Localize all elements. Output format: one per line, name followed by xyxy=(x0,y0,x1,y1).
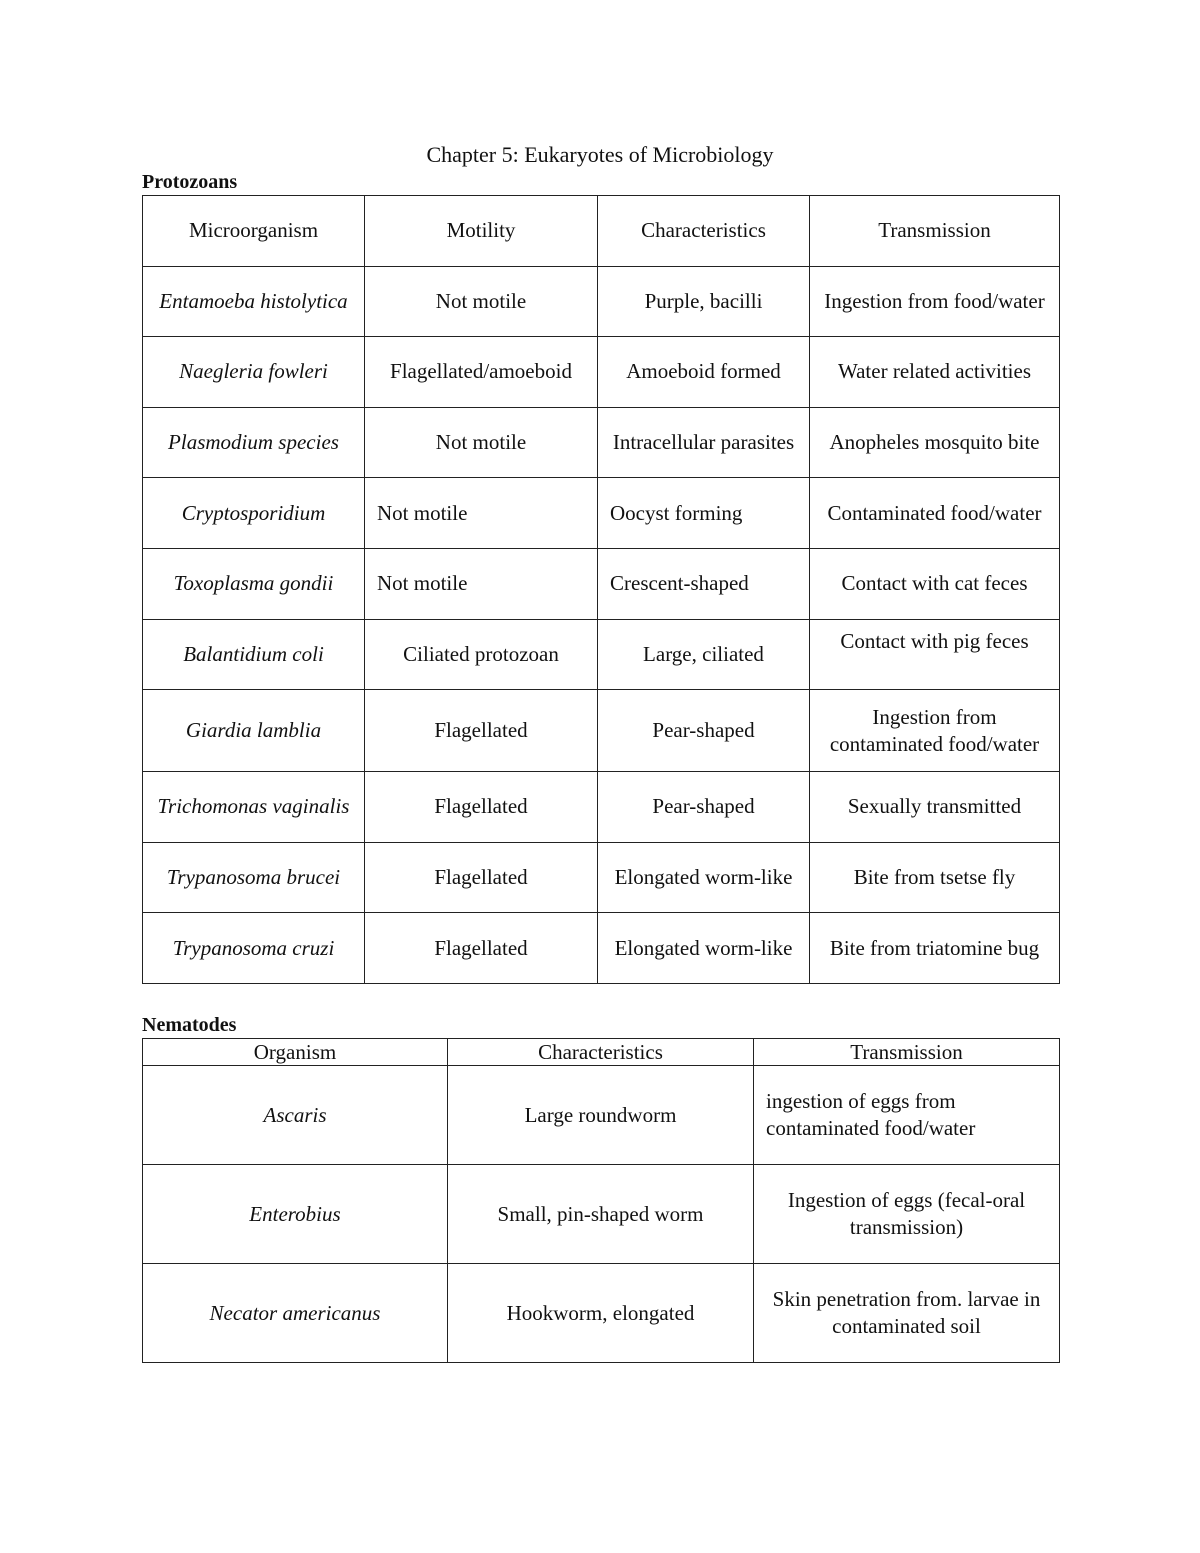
protozoans-table xyxy=(142,195,1060,984)
header-cell: Organism xyxy=(143,1039,448,1066)
characteristics-cell: Hookworm, elongated xyxy=(448,1264,754,1363)
table-header-row xyxy=(143,196,1060,267)
organism-cell: Trypanosoma brucei xyxy=(143,842,365,913)
transmission-cell: Bite from tsetse fly xyxy=(810,842,1060,913)
organism-cell: Naegleria fowleri xyxy=(143,337,365,408)
table-row xyxy=(143,266,1060,337)
motility-cell: Ciliated protozoan xyxy=(365,619,598,690)
organism-cell: Trypanosoma cruzi xyxy=(143,913,365,984)
table-row xyxy=(143,1264,1060,1363)
organism-cell: Giardia lamblia xyxy=(143,690,365,772)
header-cell: Characteristics xyxy=(598,196,810,267)
motility-cell: Not motile xyxy=(365,478,598,549)
transmission-cell: Ingestion from food/water xyxy=(810,266,1060,337)
table-row xyxy=(143,407,1060,478)
motility-cell: Flagellated xyxy=(365,842,598,913)
organism-cell: Cryptosporidium xyxy=(143,478,365,549)
transmission-cell: Contact with pig feces xyxy=(810,619,1060,690)
characteristics-cell: Elongated worm-like xyxy=(598,913,810,984)
characteristics-cell: Amoeboid formed xyxy=(598,337,810,408)
motility-cell: Not motile xyxy=(365,266,598,337)
transmission-cell: Contaminated food/water xyxy=(810,478,1060,549)
characteristics-cell: Intracellular parasites xyxy=(598,407,810,478)
characteristics-cell: Small, pin-shaped worm xyxy=(448,1165,754,1264)
header-cell: Transmission xyxy=(754,1039,1060,1066)
transmission-cell: ingestion of eggs from contaminated food/water xyxy=(754,1066,1060,1165)
transmission-cell: Contact with cat feces xyxy=(810,548,1060,619)
motility-cell: Not motile xyxy=(365,407,598,478)
motility-cell: Flagellated/amoeboid xyxy=(365,337,598,408)
organism-cell: Enterobius xyxy=(143,1165,448,1264)
header-cell: Transmission xyxy=(810,196,1060,267)
organism-cell: Entamoeba histolytica xyxy=(143,266,365,337)
transmission-cell: Sexually transmitted xyxy=(810,772,1060,843)
table-row xyxy=(143,478,1060,549)
transmission-cell: Ingestion of eggs (fecal-oral transmission) xyxy=(754,1165,1060,1264)
transmission-cell: Skin penetration from. larvae in contaminated soil xyxy=(754,1264,1060,1363)
characteristics-cell: Large roundworm xyxy=(448,1066,754,1165)
characteristics-cell: Large, ciliated xyxy=(598,619,810,690)
characteristics-cell: Crescent-shaped xyxy=(598,548,810,619)
motility-cell: Not motile xyxy=(365,548,598,619)
motility-cell: Flagellated xyxy=(365,913,598,984)
protozoans-heading: Protozoans xyxy=(142,171,238,193)
transmission-cell: Bite from triatomine bug xyxy=(810,913,1060,984)
table-row xyxy=(143,337,1060,408)
transmission-cell: Anopheles mosquito bite xyxy=(810,407,1060,478)
document-title: Chapter 5: Eukaryotes of Microbiology xyxy=(426,142,774,167)
transmission-cell: Ingestion from contaminated food/water xyxy=(810,690,1060,772)
header-cell: Characteristics xyxy=(448,1039,754,1066)
table-header-row xyxy=(143,1039,1060,1066)
table-row xyxy=(143,690,1060,772)
table-row xyxy=(143,772,1060,843)
organism-cell: Ascaris xyxy=(143,1066,448,1165)
characteristics-cell: Oocyst forming xyxy=(598,478,810,549)
table-row xyxy=(143,619,1060,690)
motility-cell: Flagellated xyxy=(365,690,598,772)
characteristics-cell: Pear-shaped xyxy=(598,690,810,772)
table-row xyxy=(143,1165,1060,1264)
organism-cell: Trichomonas vaginalis xyxy=(143,772,365,843)
header-cell: Microorganism xyxy=(143,196,365,267)
organism-cell: Necator americanus xyxy=(143,1264,448,1363)
characteristics-cell: Purple, bacilli xyxy=(598,266,810,337)
table-row xyxy=(143,913,1060,984)
nematodes-heading: Nematodes xyxy=(142,1014,237,1036)
table-row xyxy=(143,1066,1060,1165)
organism-cell: Toxoplasma gondii xyxy=(143,548,365,619)
motility-cell: Flagellated xyxy=(365,772,598,843)
characteristics-cell: Elongated worm-like xyxy=(598,842,810,913)
characteristics-cell: Pear-shaped xyxy=(598,772,810,843)
header-cell: Motility xyxy=(365,196,598,267)
organism-cell: Balantidium coli xyxy=(143,619,365,690)
nematodes-table xyxy=(142,1038,1060,1363)
table-row xyxy=(143,548,1060,619)
organism-cell: Plasmodium species xyxy=(143,407,365,478)
transmission-cell: Water related activities xyxy=(810,337,1060,408)
table-row xyxy=(143,842,1060,913)
